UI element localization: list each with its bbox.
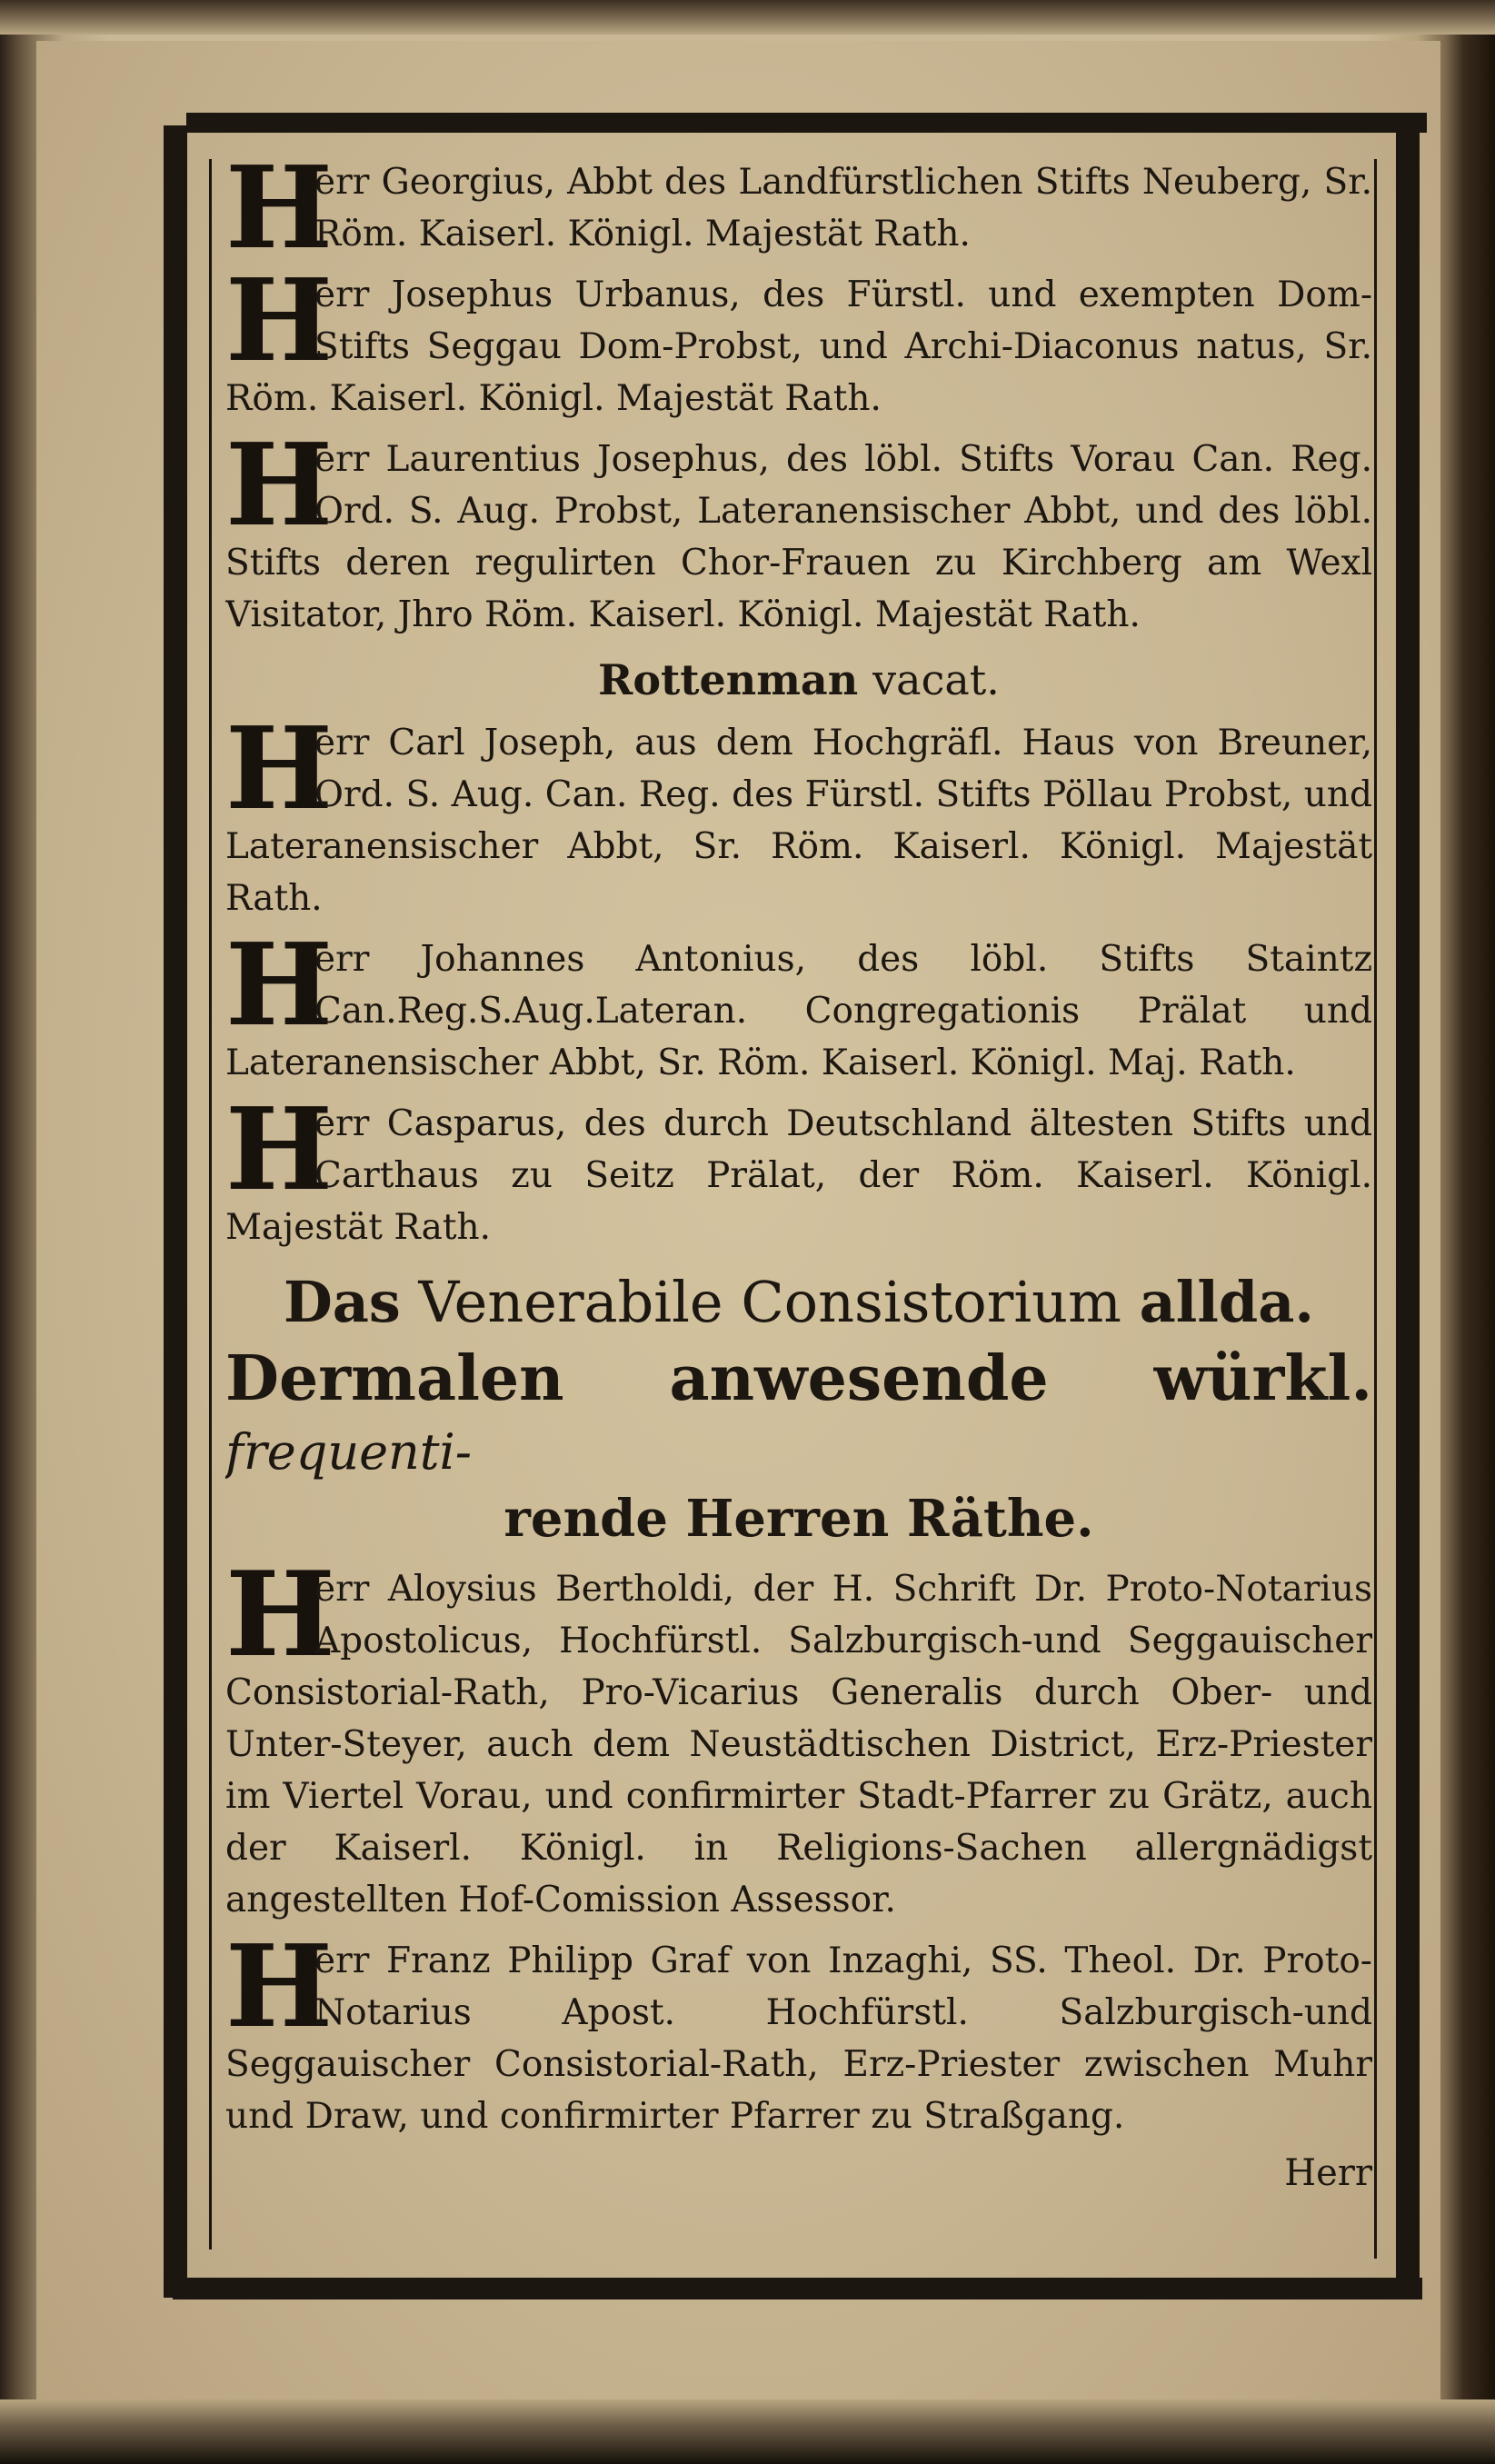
frame-bottom-rule [173, 2278, 1422, 2299]
heading-word: Consistorium [741, 1269, 1121, 1335]
entry-johannes-antonius [225, 919, 1372, 1089]
heading-word: Das [283, 1269, 401, 1335]
rottenman-name: Rottenman [598, 655, 859, 704]
frame-right-rule [1396, 127, 1420, 2290]
page-text-block [225, 156, 1372, 2274]
entry-georgius [225, 156, 1372, 274]
entry-text: err Casparus, des durch Deutschland ältesten Stifts und Carthaus zu Seitz Prälat, der Röm. Kaiserl. Königl. Majestät Rath. [225, 1103, 1372, 1248]
frame-left-inner-rule [209, 159, 212, 2250]
drop-initial: H [225, 1920, 334, 2053]
drop-initial: H [225, 703, 334, 835]
drop-initial: H [225, 419, 334, 552]
dermalen-lead: Dermalen anwesende würkl. [225, 1342, 1372, 1415]
dermalen-italic: frequenti- [225, 1423, 473, 1481]
entry-text: err Franz Philipp Graf von Inzaghi, SS. Theol. Dr. Proto-Notarius Apost. Hochfürstl. Salzburgisch-und Seggauischer Consistorial-Rath, Erz-Priester zwischen Muhr und Draw, und confirmirter Pfarrer zu Straßgang. [225, 1940, 1372, 2137]
rottenman-status: vacat. [872, 655, 1000, 704]
entry-josephus-urbanus [225, 254, 1372, 424]
frame-left-rule [164, 125, 187, 2298]
entry-carl-joseph [225, 703, 1372, 924]
frame-top-rule [186, 113, 1427, 133]
entry-aloysius-bertholdi [225, 1547, 1372, 1926]
drop-initial: H [225, 919, 334, 1052]
rottenman-heading [225, 650, 1372, 710]
dermalen-heading [225, 1344, 1372, 1487]
top-page-edge [0, 0, 1495, 35]
entry-casparus [225, 1083, 1372, 1253]
drop-initial: H [225, 1083, 334, 1216]
entry-text: err Georgius, Abbt des Landfürstlichen Stifts Neuberg, Sr. Röm. Kaiserl. Königl. Majestät Rath. [314, 162, 1372, 254]
entry-franz-philipp [225, 1920, 1372, 2142]
entry-text: err Johannes Antonius, des löbl. Stifts Staintz Can.Reg.S.Aug.Lateran. Congregationis Prälat und Lateranensischer Abbt, Sr. Röm. Kaiserl. Königl. Maj. Rath. [225, 939, 1372, 1083]
drop-initial: H [225, 254, 334, 387]
entry-text: err Carl Joseph, aus dem Hochgräfl. Haus von Breuner, Ord. S. Aug. Can. Reg. des Fürstl. Stifts Pöllau Probst, und Lateranensischer Abbt, Sr. Röm. Kaiserl. Königl. Majestät Rath. [225, 723, 1372, 919]
drop-initial: H [225, 1547, 335, 1683]
entry-text: err Laurentius Josephus, des löbl. Stifts Vorau Can. Reg. Ord. S. Aug. Probst, Lateranensischer Abbt, und des löbl. Stifts deren regulirten Chor-Frauen zu Kirchberg am Wexl Visitator, Jhro Röm. Kaiserl. Königl. Majestät Rath. [225, 439, 1372, 635]
entry-laurentius-josephus [225, 419, 1372, 641]
frame-right-inner-rule [1374, 159, 1377, 2259]
entry-text: err Josephus Urbanus, des Fürstl. und exempten Dom-Stifts Seggau Dom-Probst, und Archi-Diaconus natus, Sr. Röm. Kaiserl. Königl. Majestät Rath. [225, 274, 1372, 419]
entry-text: err Aloysius Bertholdi, der H. Schrift Dr. Proto-Notarius Apostolicus, Hochfürstl. Salzburgisch-und Seggauischer Consistorial-Rath, Pro-Vicarius Generalis durch Ober- und Unter-Steyer, auch dem Neustädtischen District, Erz-Priester im Viertel Vorau, und confirmirter Stadt-Pfarrer zu Grätz, auch der Kaiserl. Königl. in Religions-Sachen allergnädigst angestellten Hof-Comission Assessor. [225, 1569, 1372, 1920]
drop-initial: H [225, 156, 334, 274]
dermalen-heading-line2: rende Herren Räthe. [503, 1489, 1094, 1549]
bottom-page-edge [0, 2399, 1495, 2464]
catchword: Herr [1284, 2152, 1372, 2194]
heading-word: allda. [1139, 1269, 1315, 1335]
consistorium-heading [225, 1266, 1372, 1339]
heading-word: Venerabile [418, 1269, 723, 1335]
